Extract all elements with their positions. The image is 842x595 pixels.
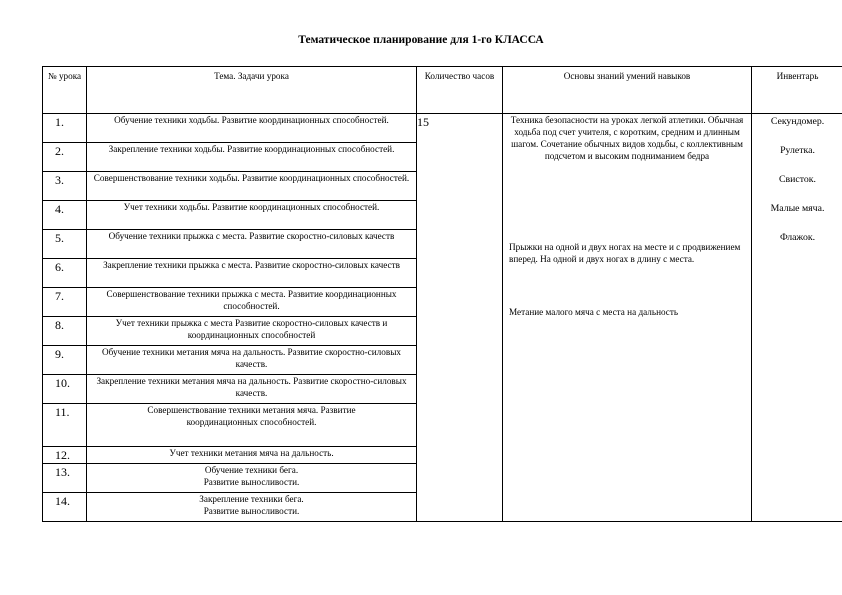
lesson-topic: Совершенствование техники прыжка с места. Развитие координационных способностей. bbox=[87, 288, 417, 317]
lesson-num: 6. bbox=[43, 259, 87, 288]
page-title: Тематическое планирование для 1-го КЛАССА bbox=[298, 34, 544, 46]
lesson-num: 8. bbox=[43, 317, 87, 346]
lesson-topic: Закрепление техники ходьбы. Развитие координационных способностей. bbox=[87, 143, 417, 172]
lesson-num: 9. bbox=[43, 346, 87, 375]
lesson-num: 10. bbox=[43, 375, 87, 404]
header-num: № урока bbox=[43, 67, 87, 114]
lesson-num: 7. bbox=[43, 288, 87, 317]
lesson-topic: Учет техники прыжка с места Развитие скоростно-силовых качеств и координационных способностей bbox=[87, 317, 417, 346]
lesson-num: 2. bbox=[43, 143, 87, 172]
basics-cell bbox=[503, 114, 752, 522]
lesson-topic: Учет техники ходьбы. Развитие координационных способностей. bbox=[87, 201, 417, 230]
basics-block-walking: Техника безопасности на уроках легкой атлетики. Обычная ходьба под счет учителя, с коротким, средним и длинным шагом. Сочетание обычных видов ходьбы, с коллективным подсчетом и высоким подниманием бедра bbox=[510, 115, 744, 161]
qty-cell bbox=[417, 114, 503, 522]
basics-block-throwing: Метание малого мяча с места на дальность bbox=[509, 307, 679, 317]
inventory-cell bbox=[752, 114, 842, 522]
inventory-item: Малые мяча. bbox=[770, 203, 825, 214]
lesson-topic: Совершенствование техники ходьбы. Развитие координационных способностей. bbox=[87, 172, 417, 201]
lesson-topic: Обучение техники метания мяча на дальность. Развитие скоростно-силовых качеств. bbox=[87, 346, 417, 375]
lesson-topic: Учет техники метания мяча на дальность. bbox=[87, 447, 417, 464]
header-topic: Тема. Задачи урока bbox=[87, 67, 417, 114]
lesson-num: 5. bbox=[43, 230, 87, 259]
lesson-num: 13. bbox=[43, 464, 87, 493]
lesson-num: 4. bbox=[43, 201, 87, 230]
table-row bbox=[43, 114, 842, 143]
lesson-topic: Закрепление техники бега. Развитие выносливости. bbox=[87, 493, 417, 522]
lesson-topic: Обучение техники ходьбы. Развитие координационных способностей. bbox=[87, 114, 417, 143]
qty-value: 15 bbox=[417, 115, 429, 129]
table-header-row bbox=[43, 67, 842, 114]
inventory-item: Свисток. bbox=[778, 174, 816, 185]
lesson-num: 14. bbox=[43, 493, 87, 522]
header-basics: Основы знаний умений навыков bbox=[503, 67, 752, 114]
inventory-item: Секундомер. bbox=[770, 116, 825, 127]
lesson-num: 11. bbox=[43, 404, 87, 447]
lesson-topic: Обучение техники прыжка с места. Развитие скоростно-силовых качеств bbox=[87, 230, 417, 259]
lesson-topic: Закрепление техники прыжка с места. Развитие скоростно-силовых качеств bbox=[87, 259, 417, 288]
inventory-item: Флажок. bbox=[779, 232, 816, 243]
lesson-topic: Совершенствование техники метания мяча. Развитие координационных способностей. bbox=[87, 404, 417, 447]
inventory-item: Рулетка. bbox=[780, 145, 815, 156]
planning-table bbox=[42, 66, 842, 522]
lesson-topic: Обучение техники бега. Развитие выносливости. bbox=[87, 464, 417, 493]
header-qty: Количество часов bbox=[417, 67, 503, 114]
lesson-num: 3. bbox=[43, 172, 87, 201]
basics-block-jumps: Прыжки на одной и двух ногах на месте и с продвижением вперед. На одной и двух ногах в длину с места. bbox=[509, 242, 741, 264]
lesson-num: 12. bbox=[43, 447, 87, 464]
header-inventory: Инвентарь bbox=[752, 67, 842, 114]
lesson-topic: Закрепление техники метания мяча на дальность. Развитие скоростно-силовых качеств. bbox=[87, 375, 417, 404]
lesson-num: 1. bbox=[43, 114, 87, 143]
